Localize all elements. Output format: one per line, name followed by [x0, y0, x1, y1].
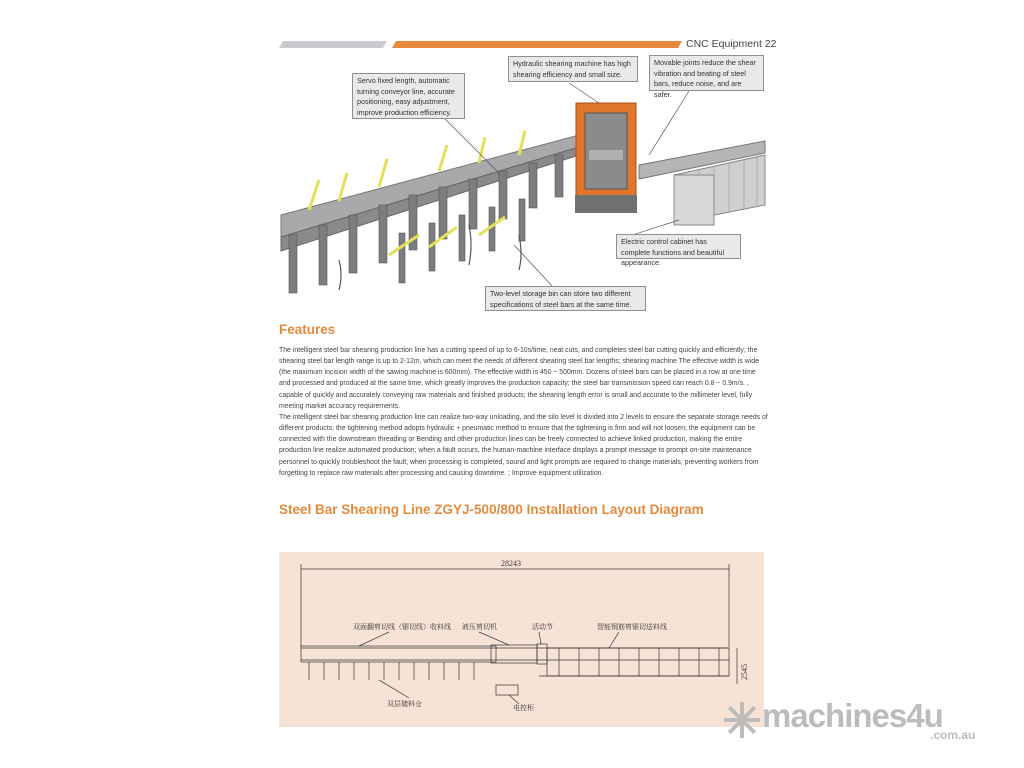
header-orange-stripe: [392, 41, 682, 48]
dim-width-label: 2545: [740, 664, 749, 680]
watermark-domain: .com.au: [930, 728, 976, 742]
label-control-cabinet: 电控柜: [513, 704, 534, 712]
label-feeding-line: 智能钢筋剪锯切送料线: [597, 623, 667, 631]
features-paragraph-2: The intelligent steel bar shearing production line can realize two-way unloading, and the silo level is divided into 2 levels to ensure the separate storage needs of different products; the tightening method adopts hydraulic + pneumatic method to ensure that the tightening is firm and will not loosen; the equipment can be connected with the downstream threading or Bending and other production lines can be freely connected to achieve linked production, making the entire production line realize automated production; when a fault occurs, the human-machine interface displays a prompt message to prompt on-site maintenance personnel to quickly troubleshoot the fault; when processing is completed, sound and light prompts are required to change materials, preventing workers from forgetting to replace raw materials after processing and causing downtime. ; Improve equipment utilization.: [279, 413, 768, 477]
dim-length-label: 28243: [501, 559, 521, 568]
features-paragraph-1: The intelligent steel bar shearing production line has a cutting speed of up to 6-10s/time, neat cuts, and completes steel bar cutting quickly and efficiently; the shearing steel bar length range is up to 2-12m, which can meet the needs of different shearing steel bar lengths; shearing machine The effective width is wide (the maximum incision width of the sawing machine is 600mm). The effective width is 450 ~ 500mm. Dozens of steel bars can be placed in a row at one time and processed and produced at the same time, which greatly improves the production capacity; the steel bar transmission speed can reach 0.8 ~ 0.9m/s. , capable of quickly and accurately conveying raw materials and finished products; the shearing length error is small and accurate to the millimeter level, fully meeting market accuracy requirements.: [279, 347, 759, 410]
label-hydraulic-shear: 液压剪切机: [462, 623, 497, 631]
label-storage-bin: 双层储料仓: [387, 700, 422, 708]
callout-servo-conveyor: Servo fixed length, automatic turning conveyor line, accurate positioning, easy adjustment, improve production efficiency.: [352, 73, 465, 119]
label-movable-joint: 活动节: [532, 623, 553, 631]
header-title: CNC Equipment 22: [686, 38, 777, 50]
watermark-brand: machines4u: [762, 697, 943, 734]
layout-diagram-heading: Steel Bar Shearing Line ZGYJ-500/800 Installation Layout Diagram: [279, 502, 704, 517]
features-heading: Features: [279, 322, 336, 337]
callout-hydraulic-shear: Hydraulic shearing machine has high shearing efficiency and small size.: [508, 56, 638, 82]
features-body: [279, 345, 768, 479]
callout-storage-bin: Two-level storage bin can store two different specifications of steel bars at the same time.: [485, 286, 646, 311]
callout-movable-joints: Movable joints reduce the shear vibration and beating of steel bars, reduce noise, and are safer.: [649, 55, 764, 91]
layout-drawing: [279, 552, 764, 727]
header-gray-stripe: [279, 41, 387, 48]
installation-layout-diagram: [279, 552, 764, 727]
callout-control-cabinet: Electric control cabinet has complete functions and beautiful appearance.: [616, 234, 741, 259]
label-receiving-line: 双面翻剪切线（锯切线）收料线: [353, 623, 451, 631]
machines4u-gear-icon: [722, 700, 762, 740]
